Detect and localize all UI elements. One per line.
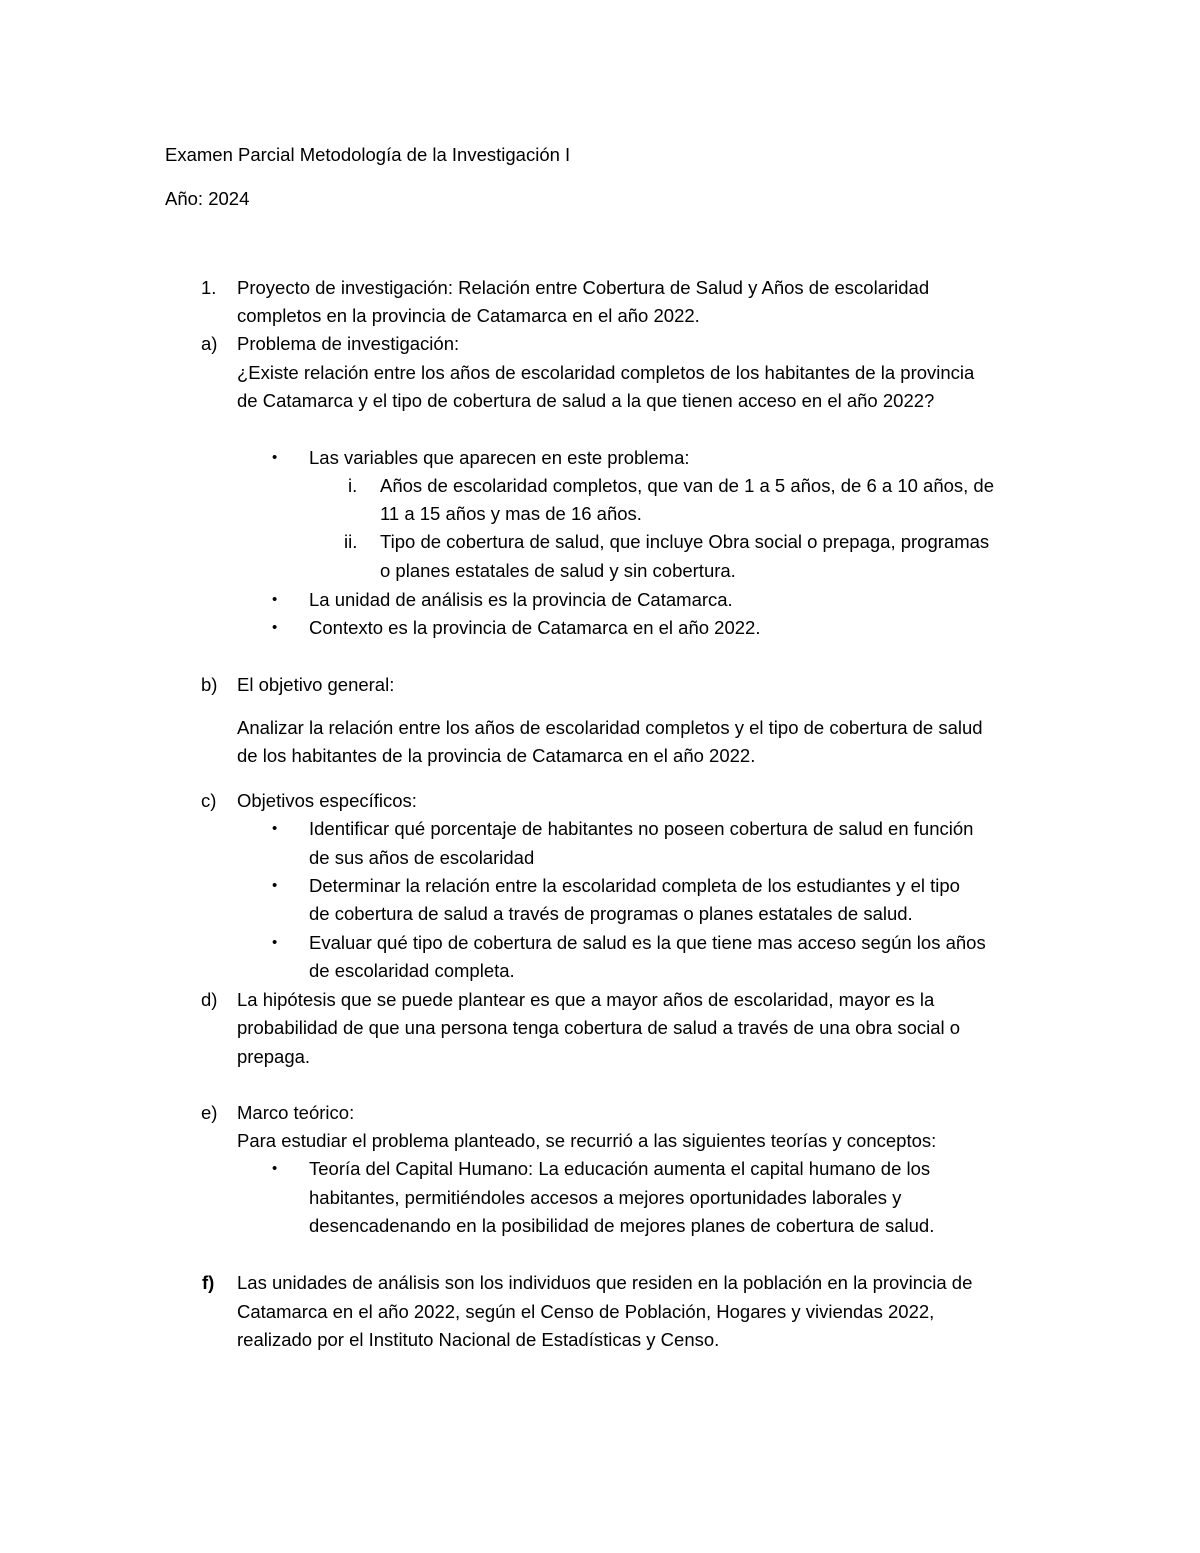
general-objective-line-1: Analizar la relación entre los años de escolaridad completos y el tipo de cobertura de salud xyxy=(237,717,983,738)
general-objective-line-2: de los habitantes de la provincia de Catamarca en el año 2022. xyxy=(237,745,756,766)
analysis-units-line-1: Las unidades de análisis son los individuos que residen en la población en la provincia de xyxy=(237,1272,973,1293)
document-year: Año: 2024 xyxy=(165,188,250,209)
specific-objective-3-line-2: de escolaridad completa. xyxy=(309,960,515,981)
variable-ii-marker: ii. xyxy=(344,531,358,552)
hypothesis-line-3: prepaga. xyxy=(237,1046,311,1067)
context: Contexto es la provincia de Catamarca en el año 2022. xyxy=(309,617,761,638)
variable-i-line-2: 11 a 15 años y mas de 16 años. xyxy=(380,503,642,524)
item-1-line-1: Proyecto de investigación: Relación entre Cobertura de Salud y Años de escolaridad xyxy=(237,277,930,298)
section-c-marker: c) xyxy=(201,790,217,811)
section-d-marker: d) xyxy=(201,989,218,1010)
bullet-icon: • xyxy=(272,820,278,837)
section-a-marker: a) xyxy=(201,333,218,354)
section-b-heading: El objetivo general: xyxy=(237,674,395,695)
analysis-units-line-3: realizado por el Instituto Nacional de Estadísticas y Censo. xyxy=(237,1329,720,1350)
section-a-heading: Problema de investigación: xyxy=(237,333,460,354)
section-e-marker: e) xyxy=(201,1102,218,1123)
research-question-line-1: ¿Existe relación entre los años de escolaridad completos de los habitantes de la provincia xyxy=(237,362,975,383)
bullet-icon: • xyxy=(272,619,278,636)
variable-i-line-1: Años de escolaridad completos, que van de 1 a 5 años, de 6 a 10 años, de xyxy=(380,475,995,496)
section-e-heading: Marco teórico: xyxy=(237,1102,355,1123)
theory-line-1: Teoría del Capital Humano: La educación aumenta el capital humano de los xyxy=(309,1158,931,1179)
variable-ii-line-2: o planes estatales de salud y sin cobertura. xyxy=(380,560,736,581)
section-f-marker: f) xyxy=(202,1272,215,1293)
specific-objective-2-line-1: Determinar la relación entre la escolaridad completa de los estudiantes y el tipo xyxy=(309,875,960,896)
document-title: Examen Parcial Metodología de la Investigación I xyxy=(165,144,571,165)
section-c-heading: Objetivos específicos: xyxy=(237,790,417,811)
theoretical-framework-intro: Para estudiar el problema planteado, se recurrió a las siguientes teorías y conceptos: xyxy=(237,1130,937,1151)
hypothesis-line-1: La hipótesis que se puede plantear es que a mayor años de escolaridad, mayor es la xyxy=(237,989,935,1010)
item-1-marker: 1. xyxy=(201,277,217,298)
variable-i-marker: i. xyxy=(348,475,358,496)
variables-intro: Las variables que aparecen en este problema: xyxy=(309,447,690,468)
specific-objective-3-line-1: Evaluar qué tipo de cobertura de salud es la que tiene mas acceso según los años xyxy=(309,932,986,953)
specific-objective-1-line-1: Identificar qué porcentaje de habitantes no poseen cobertura de salud en función xyxy=(309,818,974,839)
hypothesis-line-2: probabilidad de que una persona tenga cobertura de salud a través de una obra social o xyxy=(237,1017,961,1038)
item-1-line-2: completos en la provincia de Catamarca en el año 2022. xyxy=(237,305,700,326)
specific-objective-1-line-2: de sus años de escolaridad xyxy=(309,847,535,868)
theory-line-3: desencadenando en la posibilidad de mejores planes de cobertura de salud. xyxy=(309,1215,935,1236)
analysis-units-line-2: Catamarca en el año 2022, según el Censo de Población, Hogares y viviendas 2022, xyxy=(237,1301,935,1322)
bullet-icon: • xyxy=(272,934,278,951)
bullet-icon: • xyxy=(272,449,278,466)
bullet-icon: • xyxy=(272,1160,278,1177)
section-b-marker: b) xyxy=(201,674,218,695)
bullet-icon: • xyxy=(272,877,278,894)
research-question-line-2: de Catamarca y el tipo de cobertura de salud a la que tienen acceso en el año 2022? xyxy=(237,390,935,411)
theory-line-2: habitantes, permitiéndoles accesos a mejores oportunidades laborales y xyxy=(309,1187,902,1208)
bullet-icon: • xyxy=(272,591,278,608)
specific-objective-2-line-2: de cobertura de salud a través de programas o planes estatales de salud. xyxy=(309,903,913,924)
analysis-unit: La unidad de análisis es la provincia de Catamarca. xyxy=(309,589,733,610)
variable-ii-line-1: Tipo de cobertura de salud, que incluye Obra social o prepaga, programas xyxy=(380,531,990,552)
